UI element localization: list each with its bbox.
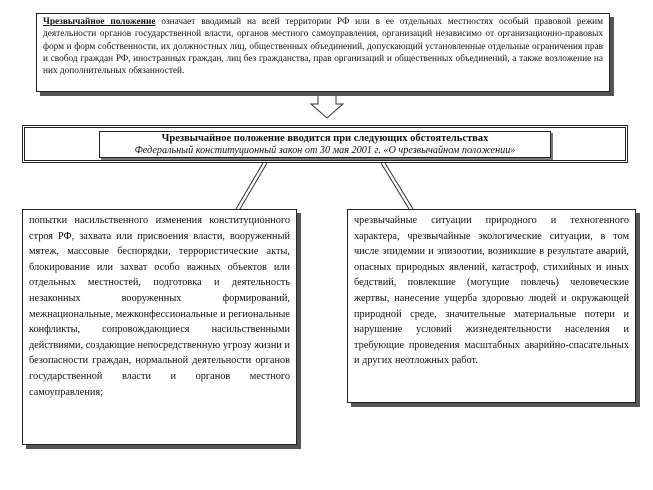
circumstance-left-box [22, 209, 297, 445]
circumstance-right-box [347, 209, 636, 403]
circumstance-right-text: чрезвычайные ситуации природного и техногенного характера, чрезвычайные экологические ситуации, в том числе эпидемии и эпизоотии, возникшие в результате аварий, опасных природных явлений, катастроф, стихийных и иных бедствий, повлекшие (могущие повлечь) человеческие жертвы, нанесение ущерба здоровью людей и окружающей природной среде, значительные материальные потери и нарушение условий жизнедеятельности населения и требующие проведения масштабных аварийно-спасательных и других неотложных работ. [354, 215, 629, 367]
title-law: Федеральный конституционный закон от 30 мая 2001 г. «О чрезвычайном положении» [134, 145, 516, 156]
title-box [99, 131, 551, 158]
circumstance-left-text: попытки насильственного изменения конституционного строя РФ, захвата или присвоения власти, вооруженный мятеж, массовые беспорядки, террористические акты, блокирование или захват особо важных объектов или отдельных местностей, подготовка и деятельность незаконных вооруженных формирований, межнациональные, межконфессиональные и региональные конфликты, сопровождающиеся насильственными действиями, создающие непосредственную угрозу жизни и безопасности граждан, нормальной деятельности органов государственной власти и органов местного самоуправления; [29, 215, 290, 398]
definition-term: Чрезвычайное положение [43, 17, 156, 27]
title-main: Чрезвычайное положение вводится при следующих обстоятельствах [161, 133, 489, 144]
down-arrow [311, 92, 343, 118]
connector-left-shadow [240, 163, 267, 209]
definition-text: означает вводимый на всей территории РФ или в ее отдельных местностях особый правовой режим деятельности органов государственной власти, органов местного самоуправления, организаций независимо от организационно-правовых форм и форм собственности, их должностных лиц, общественных объединений, допускающий установленные отдельные ограничения прав и свобод граждан РФ, иностранных граждан, лиц без гражданства, прав организаций и общественных объединений, а также возложение на них дополнительных обязанностей. [43, 17, 603, 77]
definition-box [36, 13, 610, 92]
connector-right [381, 163, 409, 209]
connector-left [236, 163, 263, 209]
connector-right-shadow [385, 163, 413, 209]
